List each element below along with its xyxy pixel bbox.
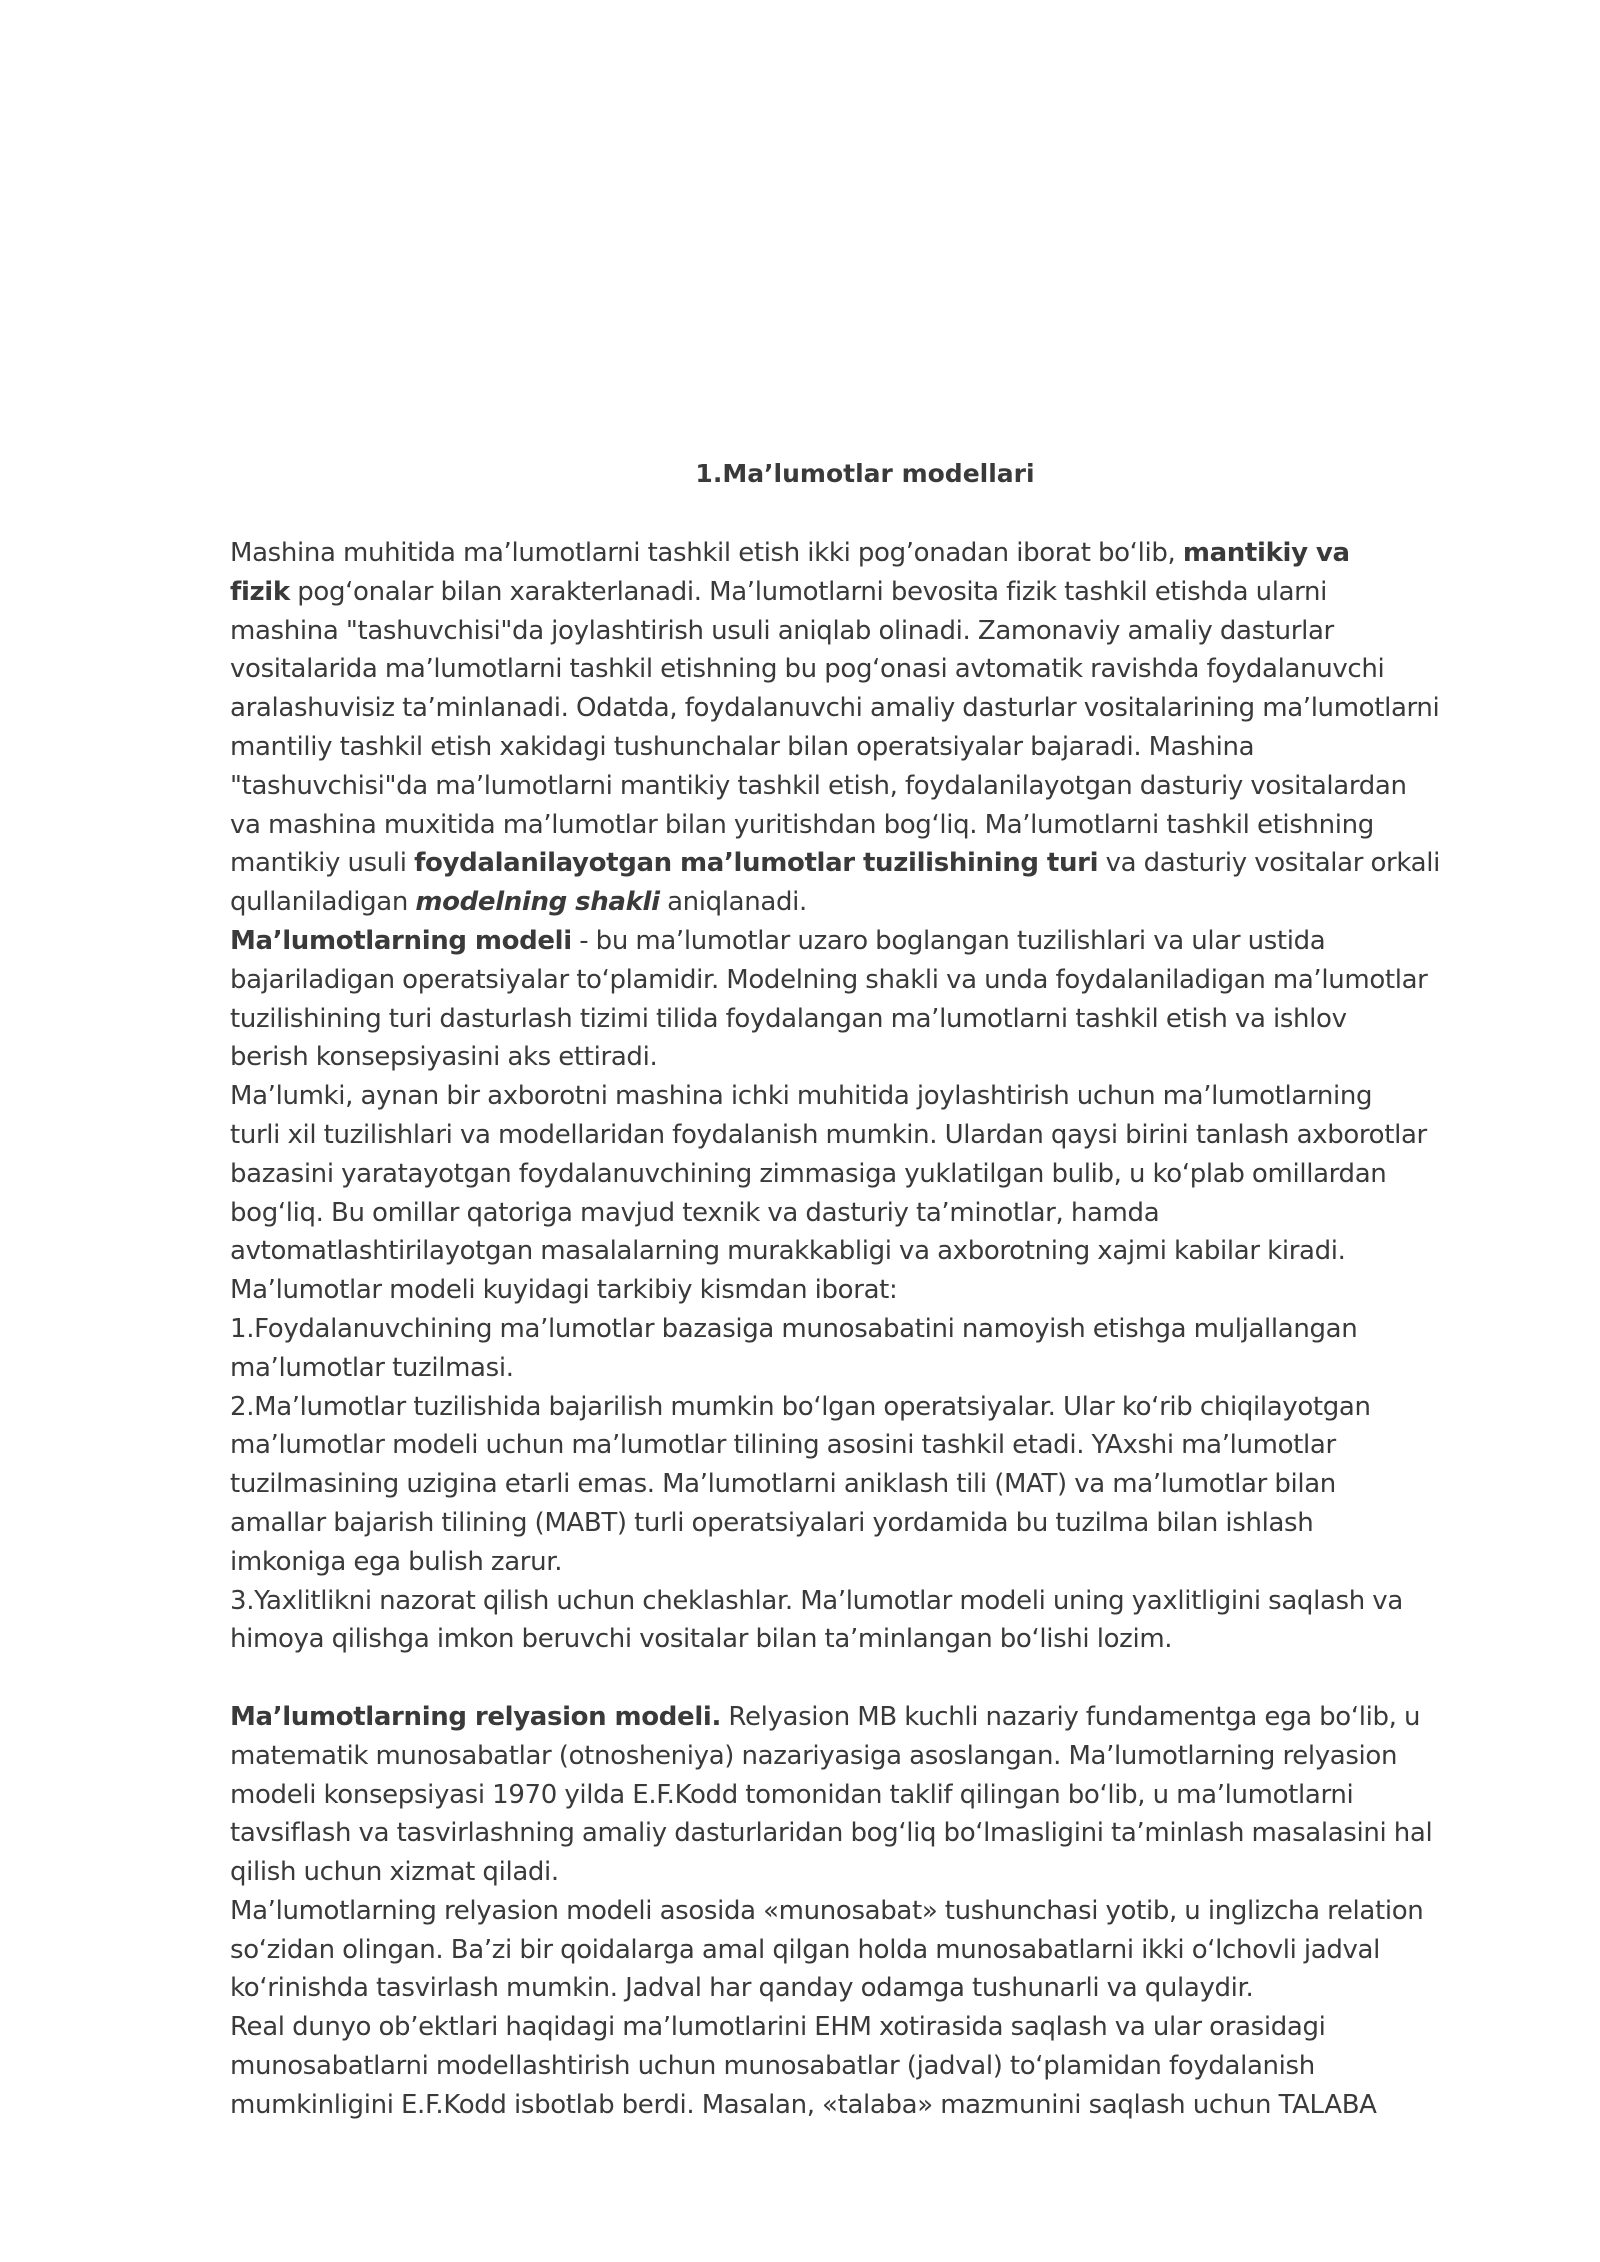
text-line (230, 844, 1530, 883)
text-run: qullaniladigan (230, 887, 416, 918)
text-line: Ma’lumotlarning relyasion modeli asosida «munosabat» tushunchasi yotib, u inglizcha relation (230, 1895, 1424, 1926)
text-line: ko‘rinishda tasvirlash mumkin. Jadval har qanday odamga tushunarli va qulaydir. (230, 1973, 1254, 2004)
text-line: bajariladigan operatsiyalar to‘plamidir. Modelning shakli va unda foydalaniladigan ma’lumotlar (230, 964, 1428, 995)
text-line: 3.Yaxlitlikni nazorat qilish uchun cheklashlar. Ma’lumotlar modeli uning yaxlitligini saqlash va (230, 1585, 1403, 1616)
text-line: bog‘liq. Bu omillar qatoriga mavjud texnik va dasturiy ta’minotlar, hamda (230, 1197, 1160, 1228)
bold-text: Ma’lumotlarning modeli (230, 925, 572, 956)
text-line: mumkinligini E.F.Kodd isbotlab berdi. Masalan, «talaba» mazmunini saqlash uchun TALABA (230, 2089, 1377, 2120)
bold-text: fizik (230, 576, 290, 607)
text-line (230, 883, 1530, 922)
text-line: "tashuvchisi"da ma’lumotlarni mantikiy tashkil etish, foydalanilayotgan dasturiy vositalardan (230, 770, 1407, 801)
text-line (230, 1698, 1530, 1737)
text-line: tuzilmasining uzigina etarli emas. Ma’lumotlarni aniklash tili (MAT) va ma’lumotlar bilan (230, 1469, 1336, 1500)
document-body (230, 534, 1530, 2125)
text-line: 2.Ma’lumotlar tuzilishida bajarilish mumkin bo‘lgan operatsiyalar. Ular ko‘rib chiqilayotgan (230, 1391, 1371, 1422)
bold-italic-text: modelning shakli (415, 887, 660, 918)
text-line: matematik munosabatlar (otnosheniya) nazariyasiga asoslangan. Ma’lumotlarning relyasion (230, 1740, 1398, 1771)
text-line: so‘zidan olingan. Ba’zi bir qoidalarga amal qilgan holda munosabatlarni ikki o‘lchovli jadval (230, 1934, 1380, 1965)
text-run: pog‘onalar bilan xarakterlanadi. Ma’lumotlarni bevosita fizik tashkil etishda ularni (289, 576, 1328, 607)
paragraph-gap (230, 1659, 1530, 1698)
text-line: vositalarida ma’lumotlarni tashkil etishning bu pog‘onasi avtomatik ravishda foydalanuvchi (230, 654, 1385, 685)
text-line: imkoniga ega bulish zarur. (230, 1546, 563, 1577)
text-line: ma’lumotlar modeli uchun ma’lumotlar tilining asosini tashkil etadi. YAxshi ma’lumotlar (230, 1430, 1336, 1461)
text-line: modeli konsepsiyasi 1970 yilda E.F.Kodd tomonidan taklif qilingan bo‘lib, u ma’lumotlarni (230, 1779, 1354, 1810)
text-line: Real dunyo ob’ektlari haqidagi ma’lumotlarini EHM xotirasida saqlash va ular orasidagi (230, 2012, 1326, 2043)
text-line (230, 922, 1530, 961)
text-run: Mashina muhitida ma’lumotlarni tashkil etish ikki pog’onadan iborat bo‘lib, (230, 538, 1183, 568)
text-line: amallar bajarish tilining (MABT) turli operatsiyalari yordamida bu tuzilma bilan ishlash (230, 1507, 1314, 1538)
text-line: tavsiflash va tasvirlashning amaliy dasturlaridan bog‘liq bo‘lmasligini ta’minlash masalasini hal (230, 1818, 1433, 1849)
text-line: Ma’lumki, aynan bir axborotni mashina ichki muhitida joylashtirish uchun ma’lumotlarning (230, 1081, 1373, 1112)
text-line: mantiliy tashkil etish xakidagi tushunchalar bilan operatsiyalar bajaradi. Mashina (230, 731, 1255, 762)
text-line (230, 534, 1530, 573)
text-line: bazasini yaratayotgan foydalanuvchining zimmasiga yuklatilgan bulib, u ko‘plab omillardan (230, 1158, 1387, 1189)
bold-text: Ma’lumotlarning relyasion modeli. (230, 1701, 721, 1732)
text-line: himoya qilishga imkon beruvchi vositalar bilan ta’minlangan bo‘lishi lozim. (230, 1624, 1173, 1655)
text-line: mashina "tashuvchisi"da joylashtirish usuli aniqlab olinadi. Zamonaviy amaliy dasturlar (230, 615, 1334, 646)
text-line: aralashuvisiz ta’minlanadi. Odatda, foydalanuvchi amaliy dasturlar vositalarining ma’lumotlarni (230, 693, 1440, 724)
text-line: qilish uchun xizmat qiladi. (230, 1857, 559, 1888)
page-title: 1.Ma’lumotlar modellari (695, 459, 1035, 488)
text-line: ma’lumotlar tuzilmasi. (230, 1352, 514, 1383)
text-run: Relyasion MB kuchli nazariy fundamentga ega bo‘lib, u (721, 1701, 1421, 1732)
text-line: turli xil tuzilishlari va modellaridan foydalanish mumkin. Ulardan qaysi birini tanlash axborotlar (230, 1119, 1427, 1150)
text-line: munosabatlarni modellashtirish uchun munosabatlar (jadval) to‘plamidan foydalanish (230, 2051, 1315, 2082)
text-line: avtomatlashtirilayotgan masalalarning murakkabligi va axborotning xajmi kabilar kiradi. (230, 1236, 1346, 1267)
text-line: tuzilishining turi dasturlash tizimi tilida foydalangan ma’lumotlarni tashkil etish va ishlov (230, 1003, 1347, 1034)
text-line: va mashina muxitida ma’lumotlar bilan yuritishdan bog‘liq. Ma’lumotlarni tashkil etishning (230, 809, 1374, 840)
text-run: - bu ma’lumotlar uzaro boglangan tuzilishlari va ular ustida (571, 925, 1326, 956)
text-run: va dasturiy vositalar orkali (1098, 848, 1440, 879)
bold-text: mantikiy va (1182, 538, 1350, 568)
text-line (230, 573, 1530, 612)
bold-text: foydalanilayotgan ma’lumotlar tuzilishining turi (414, 848, 1099, 879)
text-line: 1.Foydalanuvchining ma’lumotlar bazasiga munosabatini namoyish etishga muljallangan (230, 1313, 1358, 1344)
text-run: aniqlanadi. (659, 887, 807, 918)
text-run: mantikiy usuli (230, 848, 415, 879)
text-line: berish konsepsiyasini aks ettiradi. (230, 1042, 658, 1073)
text-line: Ma’lumotlar modeli kuyidagi tarkibiy kismdan iborat: (230, 1275, 898, 1306)
